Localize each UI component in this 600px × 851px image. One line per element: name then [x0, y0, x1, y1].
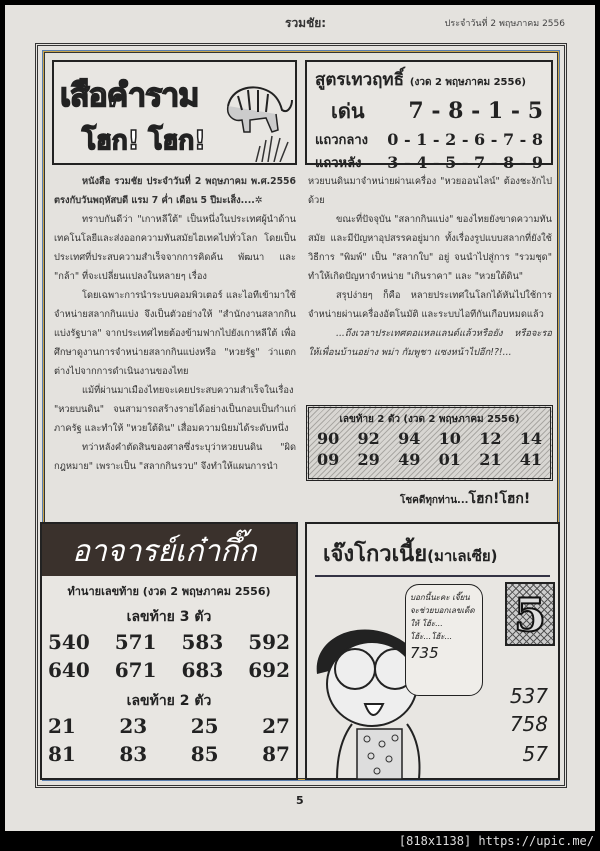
lucky-number: 583 [181, 630, 224, 654]
lucky-number: 90 [317, 429, 340, 448]
article-paragraph: แม้ที่ผ่านมาเมืองไทยจะเคยประสบความสำเร็จในเรื่อง "หวยบนดิน" จนสามารถสร้างรายได้อย่างเป็นกอบเป็นกำแก่ภาครัฐ และทำให้ "หวยใต้ดิน" เสื่อมความนิยมได้ระดับหนึ่ง [54, 385, 296, 434]
jeng-title [315, 524, 550, 577]
ajarn-box [40, 522, 298, 780]
row-value: 7 - 8 - 1 - 5 [408, 98, 543, 124]
row-value: 3 - 4 - 5 - 7 - 8 - 9 [387, 153, 543, 172]
column-subtitle: โฮก! โฮก! [82, 126, 206, 156]
tiger-icon [222, 76, 294, 162]
bubble-text: บอกนี้นะคะ เจี๊ยนจะช่วยบอกเลขเด็ดให้ โฮ้ะ... โฮ้ะ...โฮ้ะ... [410, 593, 475, 641]
formula-draw-date: (งวด 2 พฤษภาคม 2556) [409, 77, 526, 88]
row-label: แถวกลาง [315, 133, 369, 148]
article-left-column [54, 172, 296, 476]
lucky-number: 01 [438, 450, 461, 469]
article-paragraph: หนังสือ รวมชัย ประจำวันที่ 2 พฤษภาคม พ.ศ.2556 ตรงกับวันพฤหัสบดี แรม 7 ค่ำ เดือน 5 ปีมะเส็ง....✲ [54, 176, 296, 206]
lucky-number: 83 [119, 742, 148, 766]
formula-box [305, 60, 553, 172]
lucky-number: 671 [114, 658, 157, 682]
lucky-number: 09 [317, 450, 340, 469]
handwritten-number: 758 [509, 712, 548, 736]
jeng-box [305, 522, 560, 780]
article-paragraph: ...ถึงเวลาประเทศตอแหลแลนด์แล้วหรือยัง หรือจะรอให้เพื่อนบ้านอย่าง พม่า กัมพูชา แซงหน้าไปอีก!?!... [308, 328, 552, 358]
bubble-number: 735 [410, 644, 439, 662]
number-row [42, 628, 296, 656]
row-label: เด่น [331, 99, 365, 123]
lucky-number: 81 [48, 742, 76, 766]
lucky-number: 94 [398, 429, 421, 448]
number-row [317, 450, 542, 469]
lucky-number: 14 [519, 429, 542, 448]
ajarn-banner: อาจารย์เก๋ากึ๊ก [42, 524, 296, 576]
lucky-number: 692 [248, 658, 290, 682]
lucky-number: 25 [190, 714, 219, 738]
lucky-number: 683 [181, 658, 224, 682]
column-title: เสือคำราม [60, 76, 199, 114]
lucky-number: 27 [262, 714, 290, 738]
speech-bubble [405, 584, 483, 696]
lucky-number: 21 [479, 450, 502, 469]
row-value: 0 - 1 - 2 - 6 - 7 - 8 [387, 130, 543, 149]
article-right-column [308, 172, 552, 362]
signoff-text: โชคดีทุกท่าน... [400, 495, 469, 506]
lucky-number: 21 [48, 714, 76, 738]
ajarn-subtitle: ทำนายเลขท้าย (งวด 2 พฤษภาคม 2556) [67, 585, 271, 598]
column-title-box [52, 60, 297, 165]
two-digit-label: เลขท้าย 2 ตัว [126, 693, 212, 709]
article-paragraph: ทว่าหลังคำตัดสินของศาลซึ่งระบุว่าหวยบนดิน "ผิดกฎหมาย" เพราะเป็น "สลากกินรวบ" จึงทำให้แผนการนำ [54, 442, 296, 472]
number-row [317, 429, 542, 448]
three-digit-label: เลขท้าย 3 ตัว [126, 609, 212, 625]
formula-row-middle [315, 129, 543, 150]
handwritten-number: 57 [522, 742, 548, 766]
signoff [400, 488, 530, 510]
lucky-number: 23 [119, 714, 148, 738]
two-digit-box [306, 405, 553, 481]
formula-name: สูตรเทวฤทธิ์ [315, 70, 404, 90]
row-label: แถวหลัง [315, 156, 362, 171]
number-row [42, 656, 296, 684]
article-paragraph: โดยเฉพาะการนำระบบคอมพิวเตอร์ และไอทีเข้ามาใช้จำหน่ายสลากกินแบ่ง จึงเป็นตัวอย่างให้ "สำนักงานสลากกินแบ่งรัฐบาล" จากประเทศไทยต้องข้ามฟากไปยังเกาหลีใต้ เพื่อศึกษาดูงานการจำหน่ายสลากกินแบ่งหรือ "หวยรัฐ" ว่าแตกต่างไปจากการดำเนินงานของไทย [54, 290, 296, 377]
jeng-name: เจ๊งโกวเนี้ย [323, 542, 428, 567]
two-digit-title: เลขท้าย 2 ตัว (งวด 2 พฤษภาคม 2556) [339, 414, 520, 425]
lucky-number: 640 [48, 658, 90, 682]
issue-date: ประจำวันที่ 2 พฤษภาคม 2556 [444, 19, 565, 29]
formula-row-main [315, 95, 543, 127]
article-paragraph: สรุปง่ายๆ ก็คือ หลายประเทศในโลกได้หันไปใช้การจำหน่ายผ่านเครื่องอัตโนมัติ และระบบไอทีกันเกือบหมดแล้ว [308, 290, 552, 320]
lucky-number: 10 [438, 429, 461, 448]
lucky-number: 540 [48, 630, 90, 654]
key-digit: 5 [505, 582, 555, 646]
number-row [42, 712, 296, 740]
page-number: 5 [296, 794, 304, 807]
watermark: [818x1138] https://upic.me/ [398, 834, 594, 848]
lucky-number: 87 [262, 742, 290, 766]
article-paragraph: หวยบนดินมาจำหน่ายผ่านเครื่อง "หวยออนไลน์" ต้องชะงักไปด้วย [308, 176, 552, 206]
lucky-number: 592 [248, 630, 290, 654]
number-row [42, 740, 296, 768]
lucky-number: 49 [398, 450, 421, 469]
article-paragraph: ขณะที่ปัจจุบัน "สลากกินแบ่ง" ของไทยยังขาดความทันสมัย และมีปัญหาอุปสรรคอยู่มาก ทั้งเรื่องรูปแบบสลากที่ยังใช้วิธีการ "พิมพ์" เป็น "สลากใบ" อยู่ จนนำไปสู่การ "รวมชุด" ทำให้เกิดปัญหาจำหน่าย "เกินราคา" และ "หวยใต้ดิน" [308, 214, 552, 282]
formula-title [315, 66, 543, 93]
publication-name: รวมชัย: [285, 16, 327, 30]
article-paragraph: ทราบกันดีว่า "เกาหลีใต้" เป็นหนึ่งในประเทศผู้นำด้านเทคโนโลยีและส่งออกความทันสมัยไฮเทคไปทั่วโลก โดยเป็นประเทศที่ประสบความสำเร็จจากการคิดค้น พัฒนา และ "กล้า" ที่จะเปลี่ยนแปลงในหลายๆ เรื่อง [54, 214, 296, 282]
jeng-country: (มาเลเซีย) [427, 547, 498, 565]
lucky-number: 85 [190, 742, 219, 766]
lucky-number: 41 [519, 450, 542, 469]
signoff-shout: โฮก!โฮก! [468, 491, 531, 507]
lucky-number: 12 [479, 429, 502, 448]
lucky-number: 29 [357, 450, 380, 469]
lucky-number: 571 [114, 630, 157, 654]
lucky-number: 92 [357, 429, 380, 448]
handwritten-number: 537 [509, 684, 548, 708]
formula-row-back [315, 152, 543, 173]
